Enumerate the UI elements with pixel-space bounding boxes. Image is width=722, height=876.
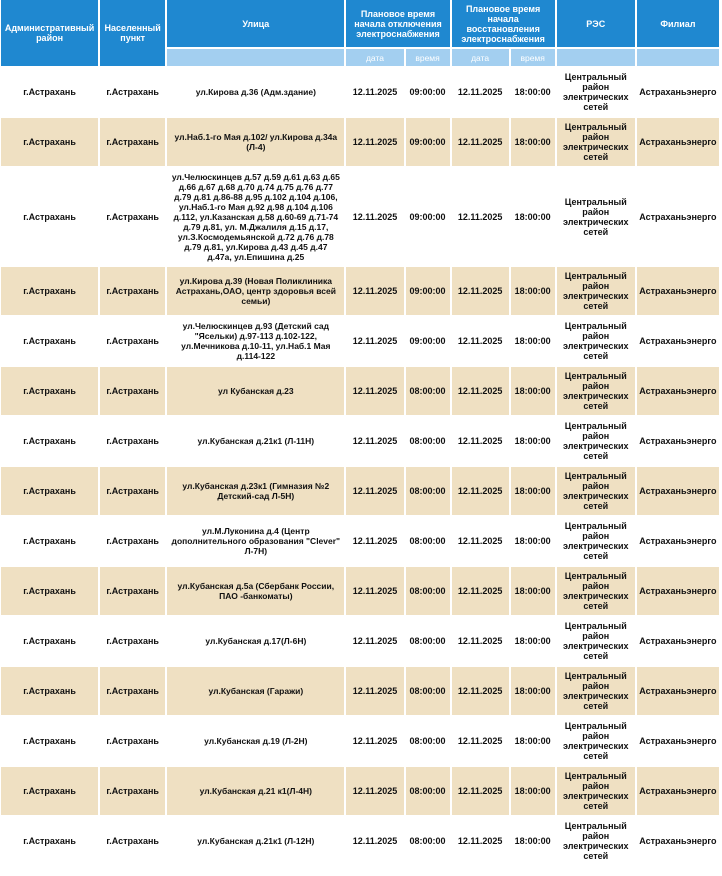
cell-district: г.Астрахань (1, 317, 98, 365)
cell-off-time: 08:00:00 (406, 367, 450, 415)
cell-settlement: г.Астрахань (100, 567, 165, 615)
table-row (1, 367, 719, 415)
cell-res: Центральный район электрических сетей (557, 317, 635, 365)
cell-restore-date: 12.11.2025 (452, 168, 509, 265)
cell-branch: Астраханьэнерго (637, 68, 719, 116)
cell-settlement: г.Астрахань (100, 767, 165, 815)
cell-off-date: 12.11.2025 (346, 118, 403, 166)
cell-off-time: 08:00:00 (406, 417, 450, 465)
cell-district: г.Астрахань (1, 467, 98, 515)
header-planned-restore: Плановое время начала восстановления электроснабжения (452, 0, 555, 47)
table-row (1, 667, 719, 715)
cell-restore-time: 18:00:00 (511, 767, 555, 815)
cell-street: ул.Кубанская д.5а (Сбербанк России, ПАО -банкоматы) (167, 567, 344, 615)
cell-res: Центральный район электрических сетей (557, 68, 635, 116)
cell-branch: Астраханьэнерго (637, 467, 719, 515)
cell-res: Центральный район электрических сетей (557, 118, 635, 166)
cell-restore-date: 12.11.2025 (452, 817, 509, 865)
cell-off-time: 09:00:00 (406, 317, 450, 365)
cell-restore-time: 18:00:00 (511, 667, 555, 715)
cell-off-time: 09:00:00 (406, 68, 450, 116)
cell-restore-date: 12.11.2025 (452, 367, 509, 415)
header-settlement: Населенный пункт (100, 0, 165, 66)
cell-district: г.Астрахань (1, 717, 98, 765)
cell-off-time: 08:00:00 (406, 767, 450, 815)
cell-off-date: 12.11.2025 (346, 168, 403, 265)
cell-street: ул.Кубанская д.19 (Л-2Н) (167, 717, 344, 765)
cell-res: Центральный район электрических сетей (557, 617, 635, 665)
table-row (1, 517, 719, 565)
cell-branch: Астраханьэнерго (637, 517, 719, 565)
cell-settlement: г.Астрахань (100, 467, 165, 515)
cell-district: г.Астрахань (1, 118, 98, 166)
subheader-restore-time: время (511, 49, 555, 66)
cell-off-date: 12.11.2025 (346, 68, 403, 116)
cell-res: Центральный район электрических сетей (557, 168, 635, 265)
cell-restore-time: 18:00:00 (511, 118, 555, 166)
header-res: РЭС (557, 0, 635, 47)
header-branch: Филиал (637, 0, 719, 47)
cell-off-date: 12.11.2025 (346, 367, 403, 415)
cell-district: г.Астрахань (1, 168, 98, 265)
cell-off-date: 12.11.2025 (346, 267, 403, 315)
cell-branch: Астраханьэнерго (637, 267, 719, 315)
table-row (1, 767, 719, 815)
cell-branch: Астраханьэнерго (637, 367, 719, 415)
cell-res: Центральный район электрических сетей (557, 267, 635, 315)
cell-branch: Астраханьэнерго (637, 567, 719, 615)
table-row (1, 817, 719, 865)
cell-restore-time: 18:00:00 (511, 267, 555, 315)
table-row (1, 168, 719, 265)
cell-restore-time: 18:00:00 (511, 317, 555, 365)
cell-street: ул Кубанская д.23 (167, 367, 344, 415)
cell-off-time: 08:00:00 (406, 567, 450, 615)
cell-settlement: г.Астрахань (100, 367, 165, 415)
cell-branch: Астраханьэнерго (637, 817, 719, 865)
cell-off-date: 12.11.2025 (346, 667, 403, 715)
cell-res: Центральный район электрических сетей (557, 717, 635, 765)
header-row (1, 0, 719, 47)
cell-branch: Астраханьэнерго (637, 317, 719, 365)
cell-district: г.Астрахань (1, 817, 98, 865)
table-row (1, 617, 719, 665)
table-row (1, 118, 719, 166)
table-row (1, 567, 719, 615)
cell-branch: Астраханьэнерго (637, 617, 719, 665)
cell-restore-date: 12.11.2025 (452, 617, 509, 665)
cell-restore-date: 12.11.2025 (452, 267, 509, 315)
cell-settlement: г.Астрахань (100, 317, 165, 365)
cell-settlement: г.Астрахань (100, 168, 165, 265)
cell-off-time: 09:00:00 (406, 118, 450, 166)
cell-district: г.Астрахань (1, 617, 98, 665)
cell-street: ул.Кирова д.39 (Новая Поликлиника Астрахань,ОАО, центр здоровья всей семьи) (167, 267, 344, 315)
cell-res: Центральный район электрических сетей (557, 417, 635, 465)
cell-restore-time: 18:00:00 (511, 617, 555, 665)
cell-res: Центральный район электрических сетей (557, 817, 635, 865)
cell-off-date: 12.11.2025 (346, 517, 403, 565)
cell-off-time: 08:00:00 (406, 667, 450, 715)
cell-branch: Астраханьэнерго (637, 717, 719, 765)
cell-street: ул.Кирова д.36 (Адм.здание) (167, 68, 344, 116)
cell-settlement: г.Астрахань (100, 267, 165, 315)
cell-restore-date: 12.11.2025 (452, 417, 509, 465)
cell-restore-date: 12.11.2025 (452, 517, 509, 565)
cell-off-date: 12.11.2025 (346, 417, 403, 465)
cell-district: г.Астрахань (1, 267, 98, 315)
cell-off-date: 12.11.2025 (346, 317, 403, 365)
table-row (1, 68, 719, 116)
cell-res: Центральный район электрических сетей (557, 367, 635, 415)
header-planned-off: Плановое время начала отключения электроснабжения (346, 0, 449, 47)
cell-off-time: 08:00:00 (406, 717, 450, 765)
cell-street: ул.Наб.1-го Мая д.102/ ул.Кирова д.34а (Л-4) (167, 118, 344, 166)
cell-res: Центральный район электрических сетей (557, 567, 635, 615)
cell-restore-date: 12.11.2025 (452, 467, 509, 515)
cell-street: ул.Челюскинцев д.57 д.59 д.61 д.63 д.65 д.66 д.67 д.68 д.70 д.74 д.75 д.76 д.77 д.79 д.81 д.86-88 д.95 д.102 д.104 д.106, ул.Наб.1-го Мая д.92 д.98 д.104 д.106 д.112, ул.Казанская д.58 д.60-69 д.71-74 д.79 д.81, ул. М.Джалиля д.15 д.17, ул.З.Космодемьянской д.72 д.76 д.78 д.79 д.81, ул.Кирова д.43 д.45 д.47 д.47а, ул.Епишина д.25 (167, 168, 344, 265)
table-row (1, 467, 719, 515)
cell-restore-time: 18:00:00 (511, 517, 555, 565)
table-row (1, 417, 719, 465)
subheader-off-date: дата (346, 49, 403, 66)
cell-off-time: 08:00:00 (406, 467, 450, 515)
cell-restore-time: 18:00:00 (511, 168, 555, 265)
cell-restore-time: 18:00:00 (511, 417, 555, 465)
cell-res: Центральный район электрических сетей (557, 767, 635, 815)
cell-district: г.Астрахань (1, 567, 98, 615)
cell-restore-time: 18:00:00 (511, 567, 555, 615)
cell-street: ул.Кубанская (Гаражи) (167, 667, 344, 715)
cell-district: г.Астрахань (1, 767, 98, 815)
cell-settlement: г.Астрахань (100, 717, 165, 765)
cell-street: ул.Челюскинцев д.93 (Детский сад "Ясельки) д.97-113 д.102-122, ул.Мечникова д.10-11, ул.Наб.1 Мая д.114-122 (167, 317, 344, 365)
cell-district: г.Астрахань (1, 517, 98, 565)
cell-district: г.Астрахань (1, 667, 98, 715)
subheader-off-time: время (406, 49, 450, 66)
cell-res: Центральный район электрических сетей (557, 667, 635, 715)
cell-branch: Астраханьэнерго (637, 767, 719, 815)
cell-off-time: 08:00:00 (406, 617, 450, 665)
cell-district: г.Астрахань (1, 68, 98, 116)
cell-off-date: 12.11.2025 (346, 467, 403, 515)
header-street: Улица (167, 0, 344, 47)
cell-settlement: г.Астрахань (100, 417, 165, 465)
cell-street: ул.Кубанская д.17(Л-6Н) (167, 617, 344, 665)
table-row (1, 267, 719, 315)
cell-branch: Астраханьэнерго (637, 168, 719, 265)
cell-settlement: г.Астрахань (100, 517, 165, 565)
cell-settlement: г.Астрахань (100, 817, 165, 865)
subheader-street-blank (167, 49, 344, 66)
cell-settlement: г.Астрахань (100, 68, 165, 116)
cell-restore-time: 18:00:00 (511, 717, 555, 765)
cell-street: ул.Кубанская д.21к1 (Л-12Н) (167, 817, 344, 865)
cell-street: ул.М.Луконина д.4 (Центр дополнительного образования "Clever" Л-7Н) (167, 517, 344, 565)
cell-restore-date: 12.11.2025 (452, 118, 509, 166)
cell-branch: Астраханьэнерго (637, 667, 719, 715)
cell-off-time: 09:00:00 (406, 168, 450, 265)
cell-street: ул.Кубанская д.21к1 (Л-11Н) (167, 417, 344, 465)
cell-restore-time: 18:00:00 (511, 367, 555, 415)
cell-restore-date: 12.11.2025 (452, 667, 509, 715)
cell-settlement: г.Астрахань (100, 667, 165, 715)
cell-off-date: 12.11.2025 (346, 767, 403, 815)
cell-off-time: 08:00:00 (406, 517, 450, 565)
cell-off-date: 12.11.2025 (346, 717, 403, 765)
cell-res: Центральный район электрических сетей (557, 517, 635, 565)
cell-street: ул.Кубанская д.21 к1(Л-4Н) (167, 767, 344, 815)
table-row (1, 717, 719, 765)
cell-branch: Астраханьэнерго (637, 417, 719, 465)
header-admin-district: Административный район (1, 0, 98, 66)
subheader-branch-blank (637, 49, 719, 66)
cell-restore-time: 18:00:00 (511, 68, 555, 116)
cell-off-date: 12.11.2025 (346, 617, 403, 665)
cell-restore-time: 18:00:00 (511, 467, 555, 515)
cell-off-time: 09:00:00 (406, 267, 450, 315)
cell-branch: Астраханьэнерго (637, 118, 719, 166)
cell-restore-date: 12.11.2025 (452, 68, 509, 116)
cell-restore-date: 12.11.2025 (452, 717, 509, 765)
subheader-restore-date: дата (452, 49, 509, 66)
cell-restore-time: 18:00:00 (511, 817, 555, 865)
subheader-res-blank (557, 49, 635, 66)
cell-restore-date: 12.11.2025 (452, 567, 509, 615)
table-row (1, 317, 719, 365)
cell-settlement: г.Астрахань (100, 617, 165, 665)
cell-district: г.Астрахань (1, 367, 98, 415)
cell-off-time: 08:00:00 (406, 817, 450, 865)
cell-street: ул.Кубанская д.23к1 (Гимназия №2 Детский-сад Л-5Н) (167, 467, 344, 515)
cell-off-date: 12.11.2025 (346, 817, 403, 865)
cell-restore-date: 12.11.2025 (452, 767, 509, 815)
cell-res: Центральный район электрических сетей (557, 467, 635, 515)
cell-settlement: г.Астрахань (100, 118, 165, 166)
cell-district: г.Астрахань (1, 417, 98, 465)
cell-off-date: 12.11.2025 (346, 567, 403, 615)
cell-restore-date: 12.11.2025 (452, 317, 509, 365)
